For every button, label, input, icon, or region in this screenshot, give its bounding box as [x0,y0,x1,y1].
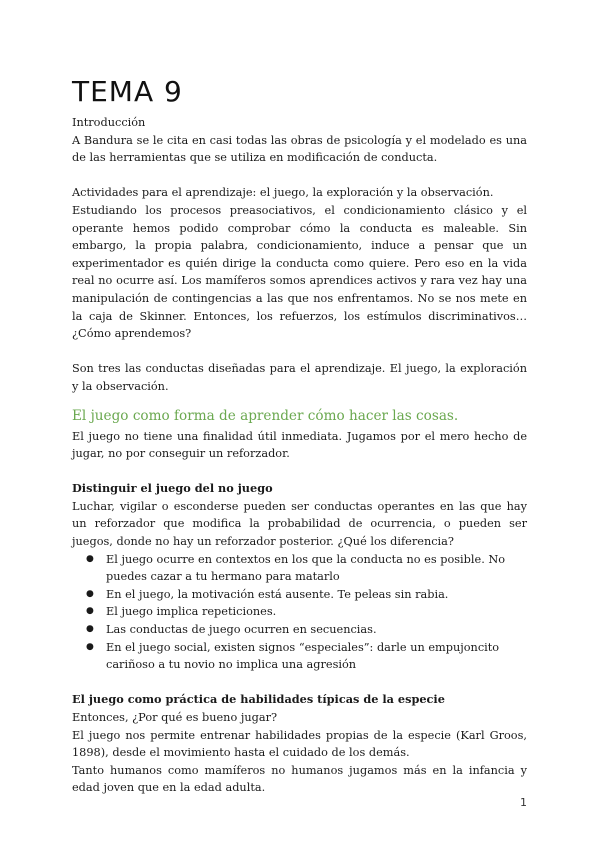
page-title: TEMA 9 [72,75,183,108]
activities-heading: Actividades para el aprendizaje: el juego, la exploración y la observación. [72,186,494,200]
practice-paragraph-2: Tanto humanos como mamíferos no humanos jugamos más en la infancia y edad joven que en la edad adulta. [72,763,527,795]
document-body [72,114,527,797]
list-item: ● En el juego, la motivación está ausente. Te peleas sin rabia. [106,586,527,604]
activities-paragraph: Estudiando los procesos preasociativos, el condicionamiento clásico y el operante hemos podido comprobar cómo la conducta es maleable. Sin embargo, la propia palabra, condicionamiento, induce a pensar que un experimentador es quién dirige la conducta como quiere. Pero eso en la vida real no ocurre así. Los mamíferos somos aprendices activos y rara vez hay una manipulación de contingencias a las que nos enfrentamos. No se nos mete en la caja de Skinner. Entonces, los refuerzos, los estímulos discriminativos… ¿Cómo aprendemos? [72,203,527,341]
section-heading: El juego como forma de aprender cómo hacer las cosas. [72,407,459,424]
distinguish-heading: Distinguir el juego del no juego [72,481,273,496]
section-paragraph: El juego no tiene una finalidad útil inmediata. Jugamos por el mero hecho de jugar, no por conseguir un reforzador. [72,429,527,461]
list-item: ● Las conductas de juego ocurren en secuencias. [106,621,527,639]
list-item: ● El juego ocurre en contextos en los que la conducta no es posible. No puedes cazar a tu hermano para matarlo [106,551,527,586]
practice-paragraph: El juego nos permite entrenar habilidades propias de la especie (Karl Groos, 1898), desde el movimiento hasta el cuidado de los demás. [72,728,527,760]
distinguish-paragraph: Luchar, vigilar o esconderse pueden ser conductas operantes en las que hay un reforzador que modifica la probabilidad de ocurrencia, o pueden ser juegos, donde no hay un reforzador posterior. ¿Qué los diferencia? [72,499,527,549]
practice-question: Entonces, ¿Por qué es bueno jugar? [72,711,278,724]
intro-label: Introducción [72,116,146,129]
list-item: ● En el juego social, existen signos “especiales”: darle un empujoncito cariñoso a tu novio no implica una agresión [106,639,527,674]
list-item: ● El juego implica repeticiones. [106,603,527,621]
intro-paragraph: A Bandura se le cita en casi todas las obras de psicología y el modelado es una de las herramientas que se utiliza en modificación de conducta. [72,133,527,165]
page-number: 1 [520,796,527,809]
practice-heading: El juego como práctica de habilidades típicas de la especie [72,692,445,707]
three-behaviors-paragraph: Son tres las conductas diseñadas para el aprendizaje. El juego, la exploración y la observación. [72,362,527,393]
bullet-list [72,551,527,674]
